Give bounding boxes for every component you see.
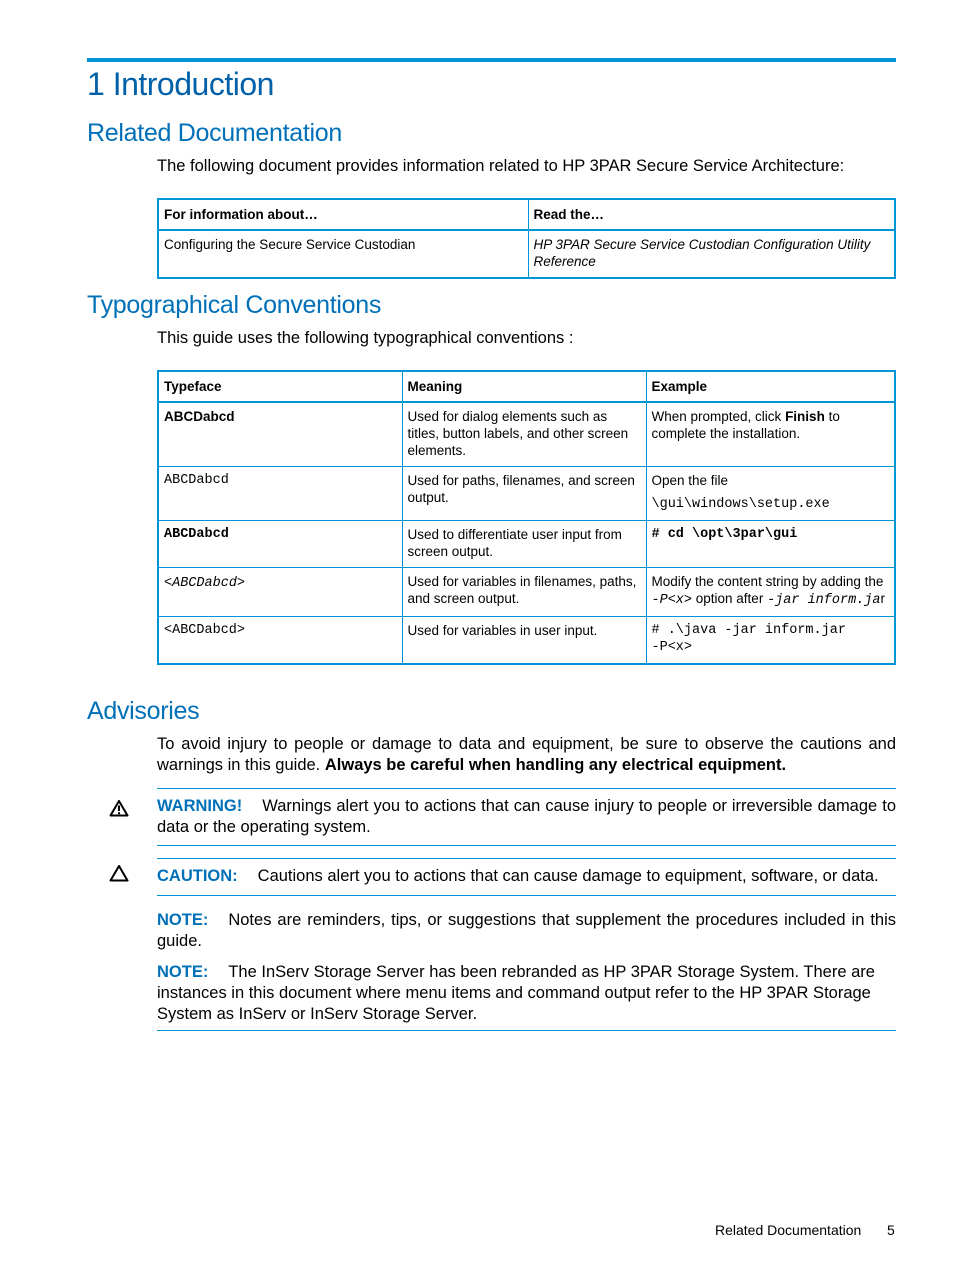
note-text: Notes are reminders, tips, or suggestions that supplement the procedures included in this guide. — [157, 911, 896, 950]
example-text: Modify the content string by adding the — [651, 574, 884, 589]
meaning-cell: Used for variables in user input. — [402, 617, 646, 665]
example-cell: # cd \opt\3par\gui — [646, 521, 895, 568]
table-header-row — [158, 371, 895, 402]
warning-advisory — [157, 796, 896, 838]
warning-label: WARNING! — [157, 797, 243, 815]
meaning-cell: Used for dialog elements such as titles, button labels, and other screen elements. — [402, 402, 646, 467]
table-row — [158, 230, 895, 278]
advisory-rule — [157, 895, 896, 896]
table-row — [158, 568, 895, 617]
note-label: NOTE: — [157, 963, 209, 981]
example-command-text: # .\java -jar inform.jar — [651, 623, 846, 638]
chapter-top-rule — [87, 58, 896, 62]
note-text: The InServ Storage Server has been rebranded as HP 3PAR Storage System. There are instances in this document where menu items and command output refer to the HP 3PAR Storage System as InServ or InServ Storage Server. — [157, 963, 875, 1023]
column-header: Meaning — [402, 371, 646, 402]
advisory-rule — [157, 858, 896, 859]
meaning-cell: Used to differentiate user input from screen output. — [402, 521, 646, 568]
example-text: option after — [692, 591, 768, 606]
caution-text: Cautions alert you to actions that can cause damage to equipment, software, or data. — [257, 867, 879, 885]
example-variable-text: -P<x> — [651, 593, 693, 608]
section-heading-related: Related Documentation — [87, 119, 342, 147]
typeface-cell: ABCDabcd — [158, 402, 402, 467]
typeface-variable: ABCDabcd — [172, 576, 237, 591]
related-docs-table — [157, 198, 896, 279]
note-advisory — [157, 910, 896, 952]
example-text: to complete the installation. — [651, 409, 840, 441]
caution-triangle-icon — [109, 864, 129, 882]
typeface-cell: ABCDabcd — [158, 467, 402, 521]
table-row — [158, 467, 895, 521]
table-header-row — [158, 199, 895, 230]
typeface-cell: ABCDabcd — [158, 521, 402, 568]
typeface-bracket: < — [164, 576, 173, 591]
column-header: Typeface — [158, 371, 402, 402]
related-intro: The following document provides information related to HP 3PAR Secure Service Architecture: — [157, 157, 845, 175]
example-text: When prompted, click — [651, 409, 786, 424]
meaning-cell: Used for paths, filenames, and screen output. — [402, 467, 646, 521]
document-cell — [528, 230, 895, 278]
section-heading-advisories: Advisories — [87, 697, 200, 725]
caution-label: CAUTION: — [157, 867, 238, 885]
conventions-table — [157, 370, 896, 665]
advisory-rule — [157, 1030, 896, 1031]
example-text: Open the file — [651, 473, 729, 488]
advisory-rule — [157, 845, 896, 846]
warning-triangle-icon — [109, 799, 129, 817]
example-bold-text: Finish — [785, 409, 825, 424]
warning-text: Warnings alert you to actions that can cause injury to people or irreversible damage to data or the operating system. — [157, 797, 896, 836]
advisory-rule — [157, 788, 896, 789]
note-advisory — [157, 962, 896, 1025]
column-header: For information about… — [158, 199, 528, 230]
example-cell — [646, 402, 895, 467]
footer-section-name: Related Documentation — [715, 1222, 862, 1238]
caution-advisory — [157, 866, 896, 887]
page-number: 5 — [887, 1222, 895, 1238]
typeface-bracket: > — [236, 576, 246, 591]
typographical-intro: This guide uses the following typographical conventions : — [157, 329, 574, 347]
advisories-intro-bold: Always be careful when handling any electrical equipment. — [324, 756, 787, 774]
topic-cell: Configuring the Secure Service Custodian — [158, 230, 528, 278]
column-header: Read the… — [528, 199, 895, 230]
advisories-intro — [157, 734, 896, 776]
document-title-line: HP 3PAR Secure Service Custodian Configuration Utility — [533, 237, 871, 252]
chapter-title: 1 Introduction — [87, 66, 274, 102]
typeface-cell — [158, 568, 402, 617]
table-row — [158, 402, 895, 467]
example-command-text: -P<x> — [651, 640, 693, 655]
example-cell — [646, 617, 895, 665]
example-cell — [646, 568, 895, 617]
note-label: NOTE: — [157, 911, 209, 929]
meaning-cell: Used for variables in filenames, paths, and screen output. — [402, 568, 646, 617]
advisories-intro-text: To avoid injury to people or damage to data and equipment, be sure to observe the cautions and warnings in this guide. — [157, 735, 896, 774]
table-row — [158, 521, 895, 568]
typeface-cell: <ABCDabcd> — [158, 617, 402, 665]
example-cell — [646, 467, 895, 521]
example-text: r — [880, 591, 885, 606]
document-title-line: Reference — [533, 254, 596, 269]
table-row — [158, 617, 895, 665]
example-path-text: \gui\windows\setup.exe — [651, 497, 830, 512]
column-header: Example — [646, 371, 895, 402]
section-heading-typographical: Typographical Conventions — [87, 291, 382, 319]
example-variable-text: -jar inform.ja — [767, 593, 881, 608]
